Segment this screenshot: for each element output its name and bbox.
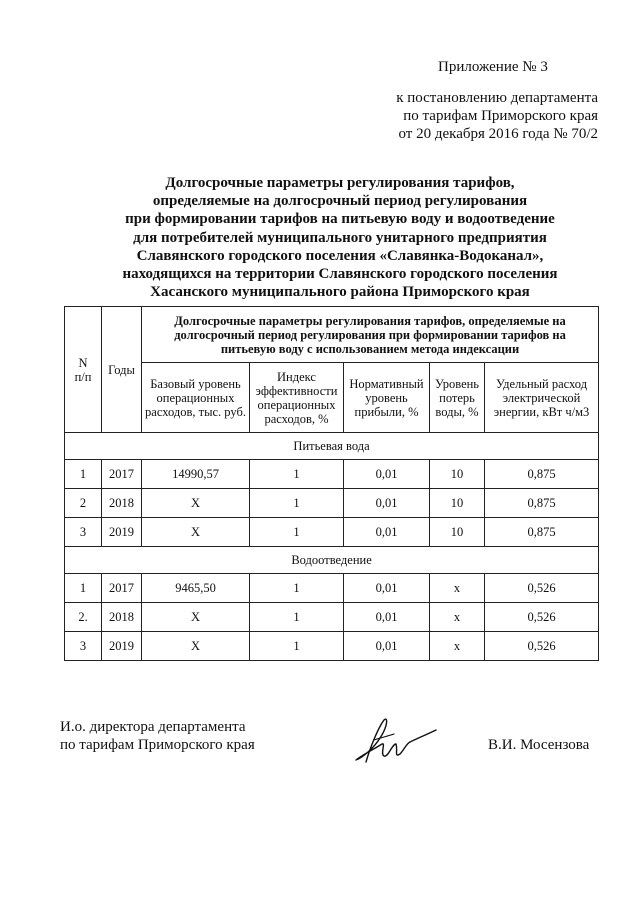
header-base-opex: Базовый уровень операционных расходов, тыс. руб.: [142, 363, 250, 433]
cell-efficiency-index: 1: [250, 489, 344, 518]
cell-energy-use: 0,875: [485, 460, 599, 489]
title-line: Славянского городского поселения «Славянка-Водоканал»,: [136, 247, 544, 264]
section-label: Питьевая вода: [65, 433, 599, 460]
cell-profit-level: 0,01: [344, 574, 430, 603]
cell-year: 2018: [102, 489, 142, 518]
header-profit-level: Нормативный уровень прибыли, %: [344, 363, 430, 433]
cell-base-opex: 9465,50: [142, 574, 250, 603]
title-line: Хасанского муниципального района Приморского края: [150, 284, 530, 301]
cell-water-loss: 10: [430, 460, 485, 489]
title-line: определяемые на долгосрочный период регулирования: [152, 193, 528, 210]
table-row: [65, 518, 599, 547]
cell-efficiency-index: 1: [250, 518, 344, 547]
table-header-row: [65, 307, 599, 363]
cell-profit-level: 0,01: [344, 632, 430, 661]
parameters-table: [64, 306, 599, 661]
cell-energy-use: 0,875: [485, 489, 599, 518]
cell-efficiency-index: 1: [250, 632, 344, 661]
title-line: Долгосрочные параметры регулирования тарифов,: [165, 175, 515, 191]
cell-base-opex: Х: [142, 489, 250, 518]
cell-year: 2018: [102, 603, 142, 632]
appendix-block: [388, 58, 598, 143]
cell-number: 2: [65, 489, 102, 518]
cell-efficiency-index: 1: [250, 574, 344, 603]
cell-profit-level: 0,01: [344, 489, 430, 518]
cell-water-loss: 10: [430, 489, 485, 518]
cell-efficiency-index: 1: [250, 603, 344, 632]
table-row: [65, 460, 599, 489]
header-row-number: N п/п: [65, 307, 102, 433]
handwritten-signature: [344, 714, 438, 770]
table-subheader-row: [65, 363, 599, 433]
cell-energy-use: 0,526: [485, 632, 599, 661]
title-line: при формировании тарифов на питьевую воду и водоотведение: [125, 211, 555, 228]
cell-year: 2017: [102, 574, 142, 603]
signatory-position: [60, 718, 255, 754]
cell-water-loss: х: [430, 603, 485, 632]
cell-base-opex: Х: [142, 632, 250, 661]
header-efficiency-index: Индекс эффективности операционных расходов, %: [250, 363, 344, 433]
cell-year: 2019: [102, 632, 142, 661]
header-water-loss: Уровень потерь воды, %: [430, 363, 485, 433]
appendix-number: Приложение № 3: [438, 59, 548, 75]
cell-number: 2.: [65, 603, 102, 632]
signatory-position-line-1: И.о. директора департамента: [60, 719, 246, 735]
cell-base-opex: 14990,57: [142, 460, 250, 489]
cell-energy-use: 0,526: [485, 603, 599, 632]
title-line: для потребителей муниципального унитарного предприятия: [133, 229, 547, 246]
cell-year: 2017: [102, 460, 142, 489]
cell-water-loss: 10: [430, 518, 485, 547]
cell-profit-level: 0,01: [344, 518, 430, 547]
cell-energy-use: 0,875: [485, 518, 599, 547]
cell-profit-level: 0,01: [344, 460, 430, 489]
header-energy-use: Удельный расход электрической энергии, кВт ч/м3: [485, 363, 599, 433]
header-years: Годы: [102, 307, 142, 433]
cell-number: 1: [65, 460, 102, 489]
cell-profit-level: 0,01: [344, 603, 430, 632]
cell-number: 1: [65, 574, 102, 603]
appendix-line-1: к постановлению департамента: [396, 90, 598, 106]
appendix-line-2: по тарифам Приморского края: [403, 108, 598, 124]
table-row: [65, 603, 599, 632]
cell-base-opex: Х: [142, 518, 250, 547]
table-row: [65, 574, 599, 603]
cell-number: 3: [65, 632, 102, 661]
section-row-wastewater: [65, 547, 599, 574]
cell-base-opex: Х: [142, 603, 250, 632]
document-title: [60, 174, 620, 301]
cell-energy-use: 0,526: [485, 574, 599, 603]
table-row: [65, 489, 599, 518]
cell-efficiency-index: 1: [250, 460, 344, 489]
header-span-title: Долгосрочные параметры регулирования тарифов, определяемые на долгосрочный период регулирования при формировании тарифов на питьевую воду с использованием метода индексации: [142, 307, 599, 363]
appendix-line-3: от 20 декабря 2016 года № 70/2: [398, 126, 598, 142]
section-row-drinking-water: [65, 433, 599, 460]
table-row: [65, 632, 599, 661]
cell-year: 2019: [102, 518, 142, 547]
title-line: находящихся на территории Славянского городского поселения: [122, 266, 558, 283]
cell-number: 3: [65, 518, 102, 547]
cell-water-loss: х: [430, 632, 485, 661]
signatory-name: В.И. Мосензова: [488, 737, 590, 753]
cell-water-loss: х: [430, 574, 485, 603]
section-label: Водоотведение: [65, 547, 599, 574]
signatory-position-line-2: по тарифам Приморского края: [60, 737, 255, 753]
